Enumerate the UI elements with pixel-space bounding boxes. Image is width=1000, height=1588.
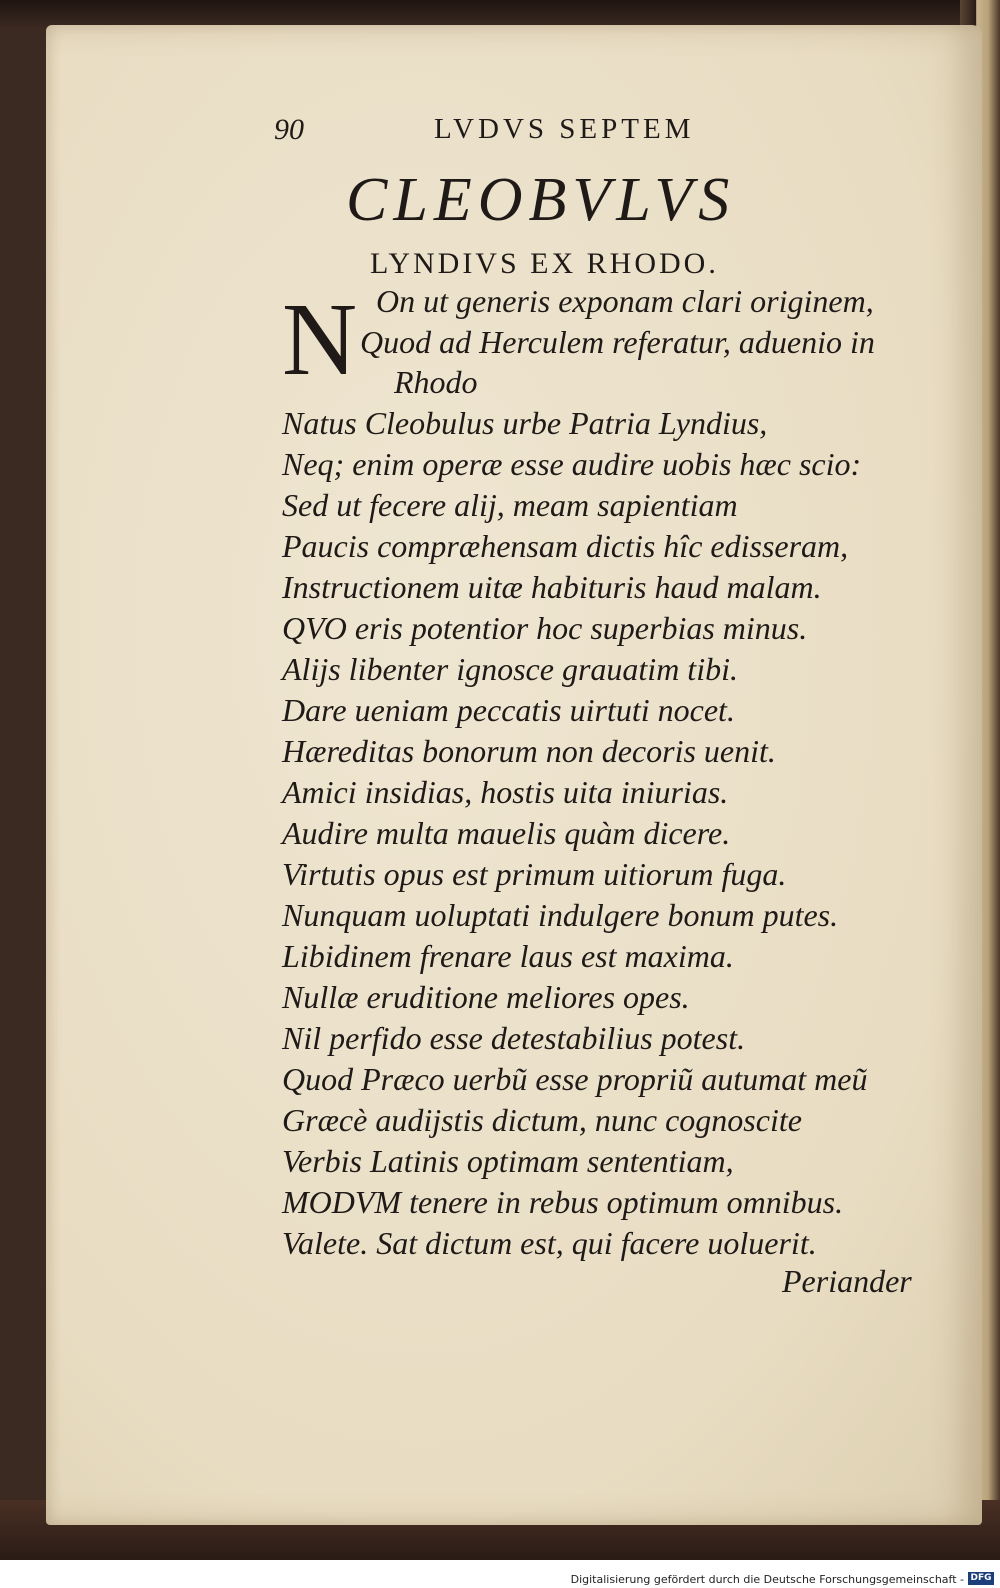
- verse-line: Audire multa mauelis quàm dicere.: [282, 815, 731, 851]
- book-page: [46, 25, 982, 1525]
- verse-line: On ut generis exponam clari originem,: [376, 283, 874, 319]
- footer-credit: Digitalisierung gefördert durch die Deutsche Forschungsgemeinschaft -: [570, 1573, 964, 1586]
- verse-line: Alijs libenter ignosce grauatim tibi.: [282, 651, 738, 687]
- verse-line: Hæreditas bonorum non decoris uenit.: [282, 733, 776, 769]
- running-head: LVDVS SEPTEM: [434, 113, 695, 145]
- verse-line: Nunquam uoluptati indulgere bonum putes.: [282, 897, 839, 933]
- page-title: CLEOBVLVS: [346, 166, 736, 234]
- verse-line: Rhodo: [394, 364, 478, 400]
- verse-line: Nil perfido esse detestabilius potest.: [282, 1020, 746, 1056]
- verse-line: Verbis Latinis optimam sententiam,: [282, 1143, 734, 1179]
- dfg-logo: DFG: [968, 1572, 994, 1585]
- verse-line: Neq; enim operæ esse audire uobis hæc scio:: [282, 446, 862, 482]
- verse-line: Amici insidias, hostis uita iniurias.: [282, 774, 729, 810]
- verse-line: Quod ad Herculem referatur, aduenio in: [360, 324, 875, 360]
- verse-line: QVO eris potentior hoc superbias minus.: [282, 610, 808, 646]
- verse-line: Sed ut fecere alij, meam sapientiam: [282, 487, 738, 523]
- page-subtitle: LYNDIVS EX RHODO.: [370, 247, 719, 280]
- verse-line: Natus Cleobulus urbe Patria Lyndius,: [282, 405, 768, 441]
- verse-line: Græcè audijstis dictum, nunc cognoscite: [282, 1102, 802, 1138]
- verse-line: Instructionem uitæ habituris haud malam.: [282, 569, 822, 605]
- page-number: 90: [274, 113, 304, 146]
- verse-line: Paucis compræhensam dictis hîc edisseram,: [282, 528, 849, 564]
- verse-line: Quod Præco uerbũ esse propriũ autumat meũ: [282, 1061, 868, 1097]
- drop-cap: N: [282, 282, 358, 397]
- catchword: Periander: [782, 1263, 912, 1299]
- verse-line: Dare ueniam peccatis uirtuti nocet.: [282, 692, 735, 728]
- verse-line: Valete. Sat dictum est, qui facere uoluerit.: [282, 1225, 817, 1261]
- verse-block: [46, 25, 982, 1525]
- verse-line: Nullæ eruditione meliores opes.: [282, 979, 690, 1015]
- verse-line: MODVM tenere in rebus optimum omnibus.: [282, 1184, 844, 1220]
- verse-line: Virtutis opus est primum uitiorum fuga.: [282, 856, 787, 892]
- verse-line: Libidinem frenare laus est maxima.: [282, 938, 734, 974]
